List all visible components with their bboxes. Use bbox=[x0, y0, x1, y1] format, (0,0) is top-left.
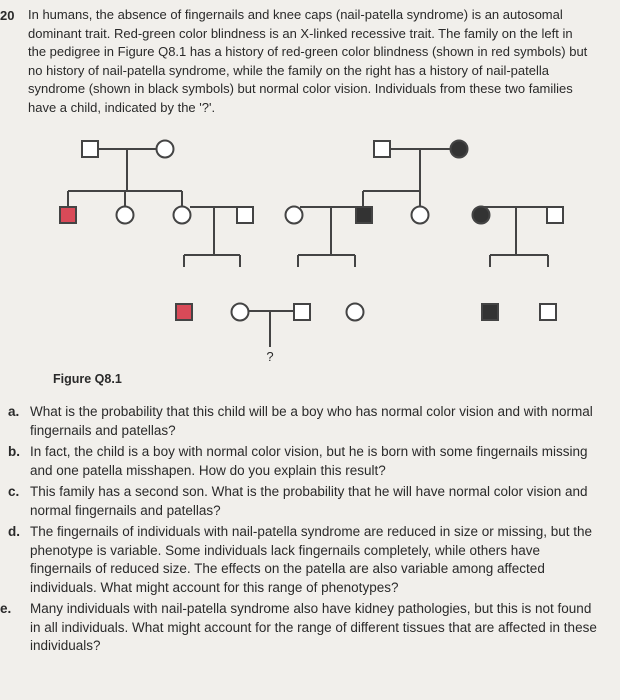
question-item-a bbox=[0, 403, 600, 440]
question-letter: b. bbox=[8, 444, 20, 459]
male-symbol bbox=[237, 207, 253, 223]
female-symbol bbox=[117, 207, 134, 224]
female-symbol bbox=[157, 141, 174, 158]
question-item-d bbox=[0, 523, 600, 597]
male-symbol bbox=[356, 207, 372, 223]
female-symbol bbox=[473, 207, 490, 224]
child-question-mark: ? bbox=[266, 349, 274, 364]
question-text: What is the probability that this child will be a boy who has normal color vision and with normal fingernails and patellas? bbox=[30, 404, 593, 438]
male-symbol bbox=[482, 304, 498, 320]
male-symbol bbox=[60, 207, 76, 223]
male-symbol bbox=[540, 304, 556, 320]
female-symbol bbox=[286, 207, 303, 224]
question-number: 20 bbox=[0, 8, 15, 23]
female-symbol bbox=[174, 207, 191, 224]
question-text: This family has a second son. What is the probability that he will have normal color vision and normal fingernails and patellas? bbox=[30, 484, 588, 518]
figure-label: Figure Q8.1 bbox=[53, 372, 122, 386]
question-text: In fact, the child is a boy with normal color vision, but he is born with some fingernails missing and one patella misshapen. How do you explain this result? bbox=[30, 444, 588, 478]
question-item-c bbox=[0, 483, 600, 520]
male-symbol bbox=[374, 141, 390, 157]
male-symbol bbox=[547, 207, 563, 223]
question-list bbox=[0, 403, 600, 659]
male-symbol bbox=[176, 304, 192, 320]
question-letter: d. bbox=[8, 524, 20, 539]
question-letter: e. bbox=[0, 601, 12, 616]
female-symbol bbox=[232, 304, 249, 321]
question-item-e bbox=[0, 600, 600, 656]
female-symbol bbox=[451, 141, 468, 158]
question-intro: In humans, the absence of fingernails and knee caps (nail-patella syndrome) is an autosomal dominant trait. Red-green color blindness is an X-linked recessive trait. The family on the left in the pedigree in Figure Q8.1 has a history of red-green color blindness (shown in red symbols) but no history of nail-patella syndrome, while the family on the right has a history of nail-patella syndrome (shown in black symbols) but normal color vision. Individuals from these two families have a child, indicated by the '?'. bbox=[28, 7, 588, 115]
question-text: Many individuals with nail-patella syndrome also have kidney pathologies, but this is not found in all individuals. What might account for the range of different tissues that are affected in these individuals? bbox=[30, 601, 597, 653]
question-item-b bbox=[0, 443, 600, 480]
question-text: The fingernails of individuals with nail-patella syndrome are reduced in size or missing, but the phenotype is variable. Some individuals lack fingernails completely, while others have fingernails of reduced size. The effects on the patella are also variable among affected individuals. What might account for this range of phenotypes? bbox=[30, 524, 593, 595]
male-symbol bbox=[294, 304, 310, 320]
female-symbol bbox=[412, 207, 429, 224]
question-letter: c. bbox=[8, 484, 20, 499]
male-symbol bbox=[82, 141, 98, 157]
question-letter: a. bbox=[8, 404, 20, 419]
pedigree-chart bbox=[0, 125, 620, 375]
female-symbol bbox=[347, 304, 364, 321]
